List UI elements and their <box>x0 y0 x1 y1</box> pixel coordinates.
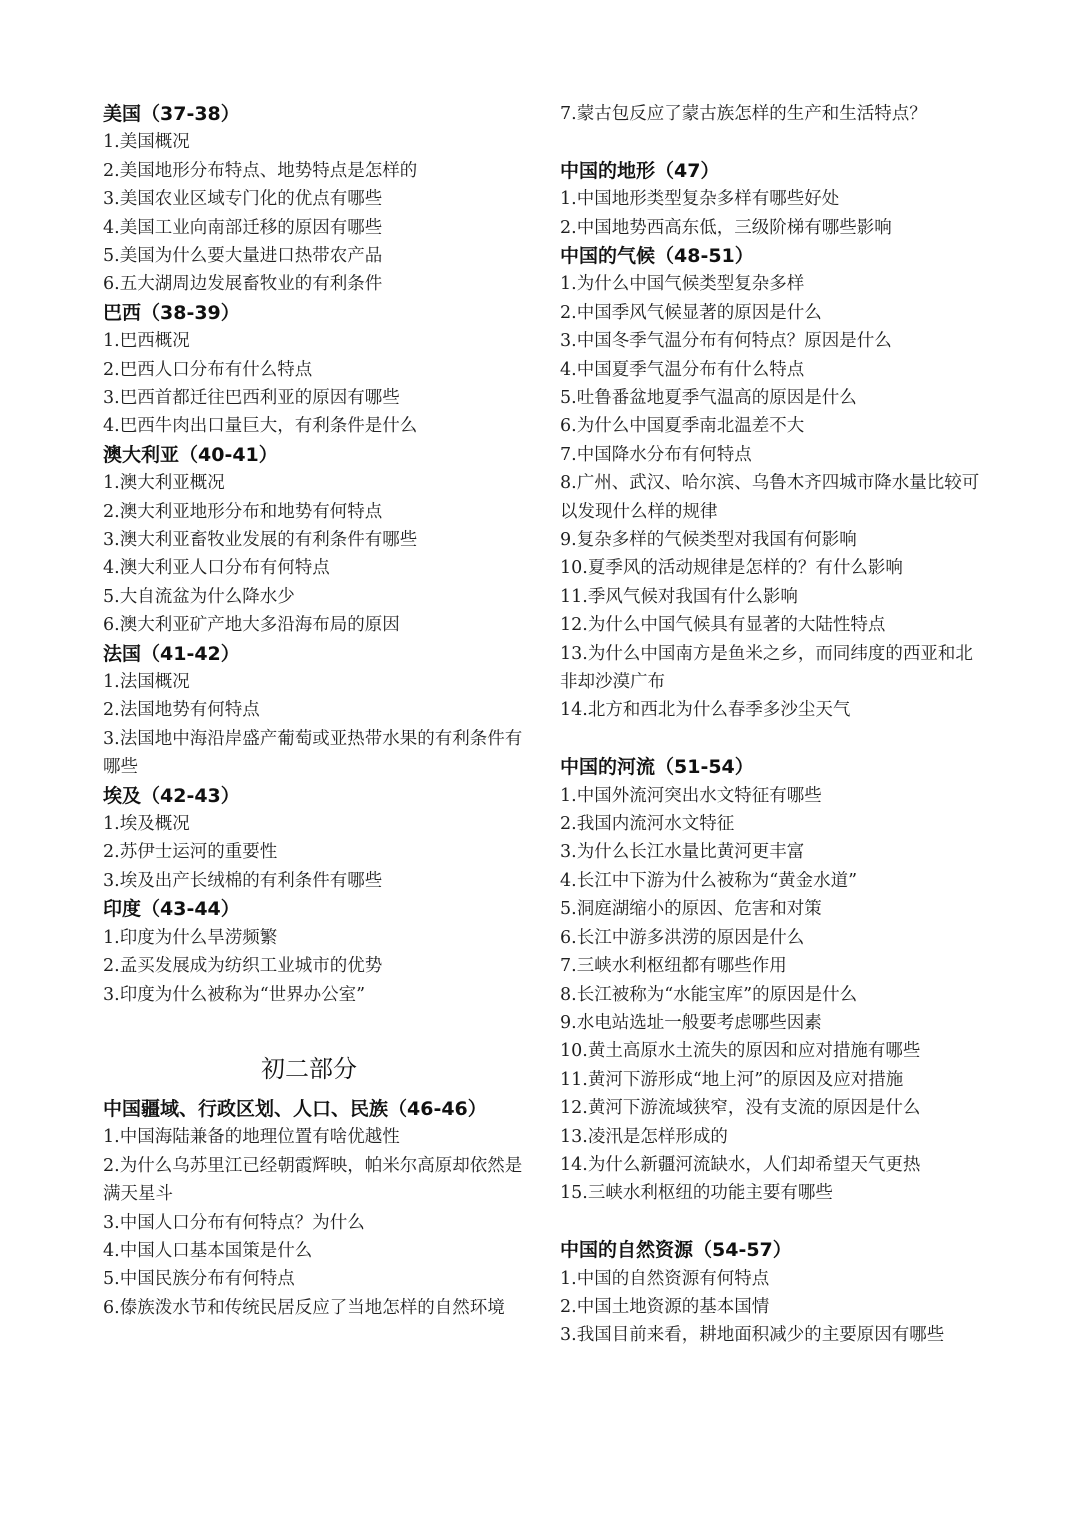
list-item: 2.巴西人口分布有什么特点 <box>103 359 313 380</box>
list-item: 2.孟买发展成为纺织工业城市的优势 <box>103 956 383 977</box>
list-item: 9.复杂多样的气候类型对我国有何影响 <box>560 530 857 551</box>
section-heading-australia: 澳大利亚（40-41） <box>103 443 278 466</box>
list-item: 2.中国土地资源的基本国情 <box>560 1296 770 1317</box>
section-heading-india: 印度（43-44） <box>103 898 240 921</box>
list-item: 12.黄河下游流域狭窄，没有支流的原因是什么 <box>560 1098 921 1119</box>
list-item: 5.洞庭湖缩小的原因、危害和对策 <box>560 899 822 920</box>
list-item: 4.中国夏季气温分布有什么特点 <box>560 359 805 380</box>
list-item: 2.法国地势有何特点 <box>103 700 260 721</box>
list-item: 10.夏季风的活动规律是怎样的？有什么影响 <box>560 558 903 579</box>
list-item: 3.埃及出产长绒棉的有利条件有哪些 <box>103 870 383 891</box>
list-item: 5.大自流盆为什么降水少 <box>103 586 295 607</box>
left-column <box>103 100 528 1322</box>
list-item: 3.法国地中海沿岸盛产葡萄或亚热带水果的有利条件有哪些 <box>103 728 523 778</box>
section-heading-china-territory: 中国疆域、行政区划、人口、民族（46-46） <box>103 1097 487 1120</box>
list-item: 11.季风气候对我国有什么影响 <box>560 586 798 607</box>
list-item: 1.中国海陆兼备的地理位置有啥优越性 <box>103 1127 400 1148</box>
list-item: 1.埃及概况 <box>103 814 190 835</box>
section-heading-china-rivers: 中国的河流（51-54） <box>560 756 754 779</box>
section-heading-china-resources: 中国的自然资源（54-57） <box>560 1239 792 1262</box>
section-heading-brazil: 巴西（38-39） <box>103 301 240 324</box>
list-item: 2.中国季风气候显著的原因是什么 <box>560 302 822 323</box>
list-item: 1.为什么中国气候类型复杂多样 <box>560 274 805 295</box>
list-item: 7.三峡水利枢纽都有哪些作用 <box>560 956 787 977</box>
section-heading-usa: 美国（37-38） <box>103 103 240 125</box>
list-item: 9.水电站选址一般要考虑哪些因素 <box>560 1012 822 1033</box>
spacer <box>560 1208 990 1236</box>
list-item: 8.长江被称为“水能宝库”的原因是什么 <box>560 984 858 1005</box>
list-item: 14.为什么新疆河流缺水，人们却希望天气更热 <box>560 1154 921 1175</box>
list-item: 4.巴西牛肉出口量巨大，有利条件是什么 <box>103 416 418 437</box>
section-heading-egypt: 埃及（42-43） <box>103 784 240 807</box>
list-item: 2.中国地势西高东低，三级阶梯有哪些影响 <box>560 217 892 238</box>
section-heading-china-terrain: 中国的地形（47） <box>560 159 720 182</box>
list-item: 1.巴西概况 <box>103 331 190 352</box>
list-item: 6.傣族泼水节和传统民居反应了当地怎样的自然环境 <box>103 1297 505 1318</box>
list-item: 3.中国人口分布有何特点？为什么 <box>103 1212 365 1233</box>
part-title: 初二部分 <box>261 1054 357 1083</box>
list-item: 5.中国民族分布有何特点 <box>103 1269 295 1290</box>
list-item: 6.为什么中国夏季南北温差不大 <box>560 416 805 437</box>
spacer <box>103 1009 528 1049</box>
list-item: 10.黄土高原水土流失的原因和应对措施有哪些 <box>560 1041 921 1062</box>
list-item: 4.中国人口基本国策是什么 <box>103 1240 313 1261</box>
list-item: 4.美国工业向南部迁移的原因有哪些 <box>103 217 383 238</box>
list-item: 2.我国内流河水文特征 <box>560 814 735 835</box>
list-item: 13.凌汛是怎样形成的 <box>560 1126 728 1147</box>
list-item: 2.美国地形分布特点、地势特点是怎样的 <box>103 160 418 181</box>
list-item: 3.巴西首都迁往巴西利亚的原因有哪些 <box>103 388 400 409</box>
list-item: 1.中国地形类型复杂多样有哪些好处 <box>560 189 840 210</box>
list-item: 2.苏伊士运河的重要性 <box>103 842 278 863</box>
list-item: 7.蒙古包反应了蒙古族怎样的生产和生活特点？ <box>560 104 927 124</box>
right-column <box>560 100 990 1350</box>
list-item: 1.中国外流河突出水文特征有哪些 <box>560 785 822 806</box>
spacer <box>560 128 990 156</box>
list-item: 6.澳大利亚矿产地大多沿海布局的原因 <box>103 615 400 636</box>
list-item: 3.美国农业区域专门化的优点有哪些 <box>103 189 383 210</box>
list-item: 6.长江中游多洪涝的原因是什么 <box>560 927 805 948</box>
list-item: 2.澳大利亚地形分布和地势有何特点 <box>103 501 383 522</box>
list-item: 4.长江中下游为什么被称为“黄金水道” <box>560 870 858 891</box>
list-item: 3.为什么长江水量比黄河更丰富 <box>560 842 805 863</box>
list-item: 5.美国为什么要大量进口热带农产品 <box>103 246 383 267</box>
list-item: 1.中国的自然资源有何特点 <box>560 1268 770 1289</box>
list-item: 13.为什么中国南方是鱼米之乡，而同纬度的西亚和北非却沙漠广布 <box>560 643 973 693</box>
list-item: 5.吐鲁番盆地夏季气温高的原因是什么 <box>560 388 857 409</box>
list-item: 3.我国目前来看，耕地面积减少的主要原因有哪些 <box>560 1325 945 1346</box>
list-item: 4.澳大利亚人口分布有何特点 <box>103 558 330 579</box>
list-item: 3.澳大利亚畜牧业发展的有利条件有哪些 <box>103 530 418 551</box>
list-item: 7.中国降水分布有何特点 <box>560 444 752 465</box>
list-item: 2.为什么乌苏里江已经朝霞辉映，帕米尔高原却依然是满天星斗 <box>103 1155 523 1205</box>
section-heading-china-climate: 中国的气候（48-51） <box>560 245 754 267</box>
list-item: 1.印度为什么旱涝频繁 <box>103 927 278 948</box>
list-item: 12.为什么中国气候具有显著的大陆性特点 <box>560 615 886 636</box>
list-item: 15.三峡水利枢纽的功能主要有哪些 <box>560 1183 833 1204</box>
list-item: 1.美国概况 <box>103 132 190 153</box>
list-item: 8.广州、武汉、哈尔滨、乌鲁木齐四城市降水量比较可以发现什么样的规律 <box>560 473 980 522</box>
list-item: 6.五大湖周边发展畜牧业的有利条件 <box>103 274 383 295</box>
list-item: 3.印度为什么被称为“世界办公室” <box>103 984 366 1005</box>
list-item: 3.中国冬季气温分布有何特点？原因是什么 <box>560 331 892 352</box>
list-item: 1.法国概况 <box>103 672 190 693</box>
section-heading-france: 法国（41-42） <box>103 642 240 665</box>
list-item: 14.北方和西北为什么春季多沙尘天气 <box>560 700 851 721</box>
spacer <box>560 725 990 753</box>
list-item: 1.澳大利亚概况 <box>103 473 225 494</box>
list-item: 11.黄河下游形成“地上河”的原因及应对措施 <box>560 1069 904 1090</box>
